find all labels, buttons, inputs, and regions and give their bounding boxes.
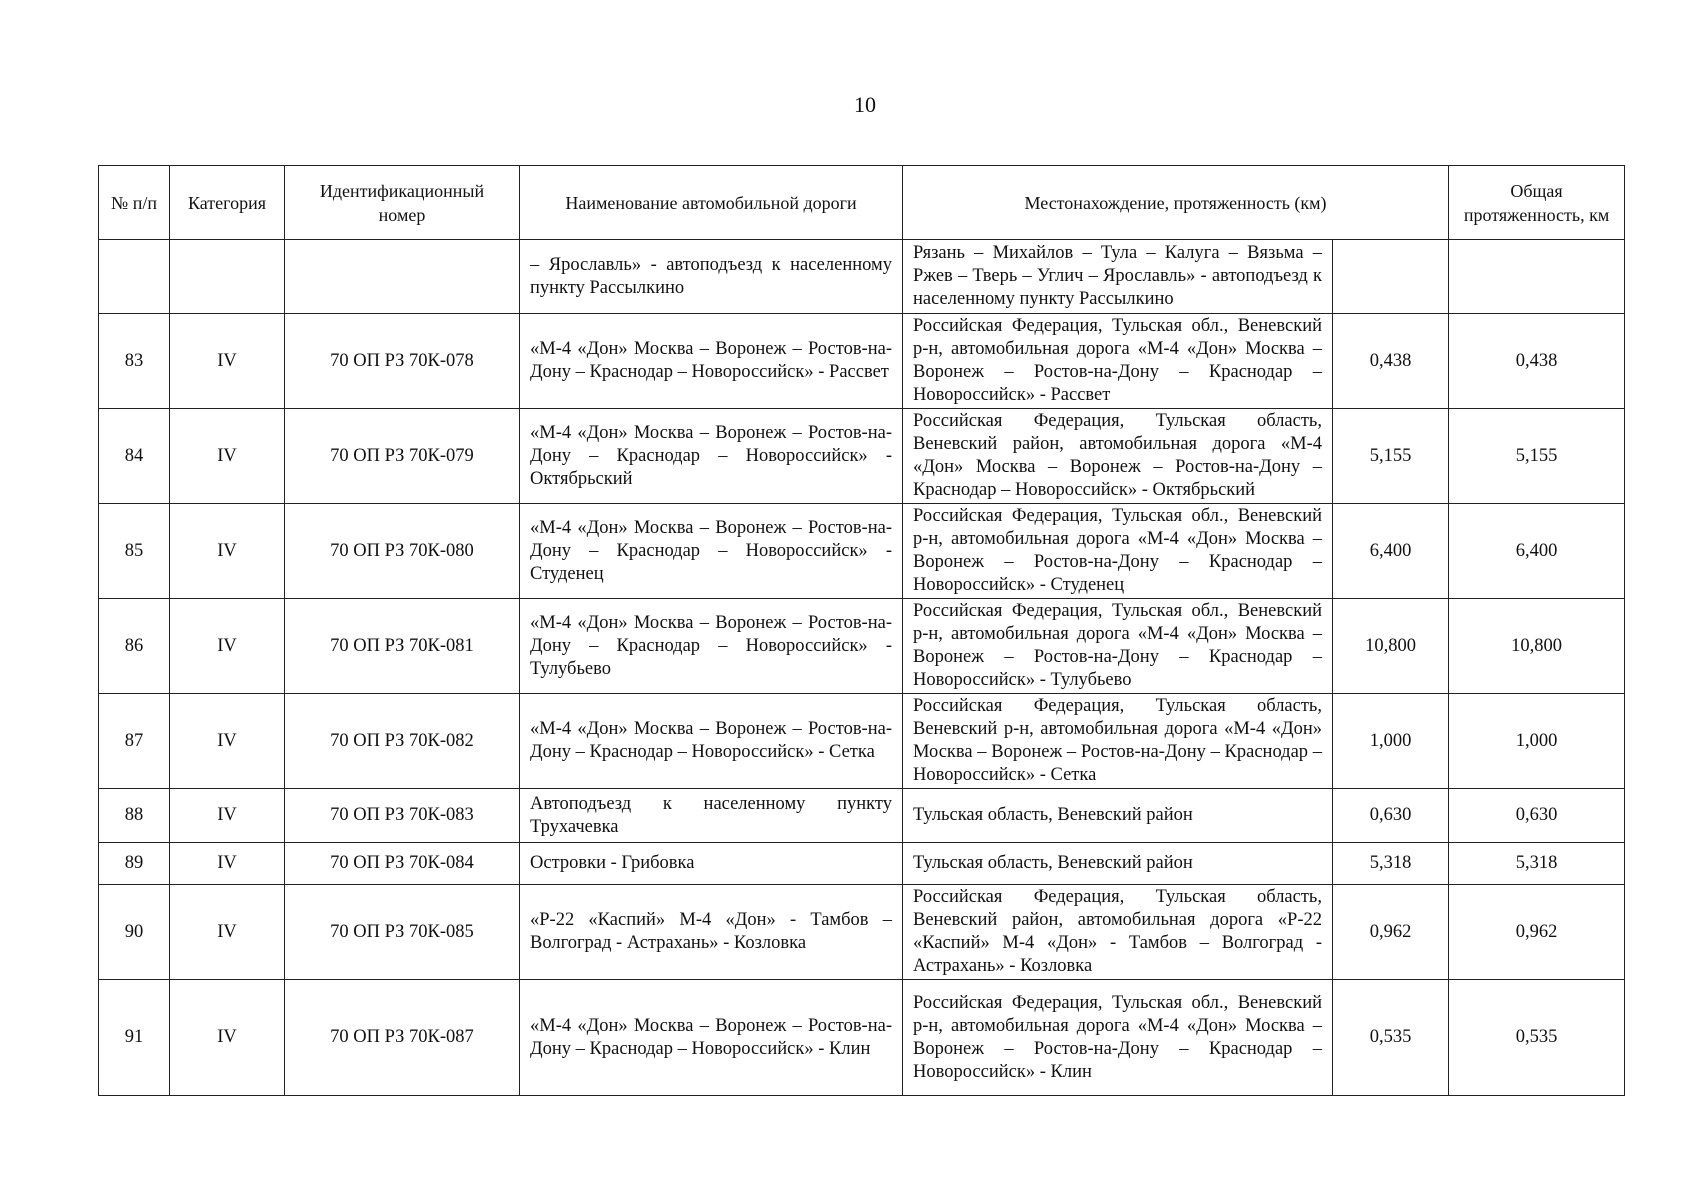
header-row <box>99 166 1625 240</box>
page-number: 10 <box>854 92 876 117</box>
cell-id: 70 ОП РЗ 70К-080 <box>285 504 520 599</box>
cell-total: 1,000 <box>1449 694 1625 789</box>
cell-id: 70 ОП РЗ 70К-079 <box>285 409 520 504</box>
cell-total <box>1449 240 1625 314</box>
cell-num: 85 <box>99 504 170 599</box>
cell-category: IV <box>170 599 285 694</box>
cell-num: 84 <box>99 409 170 504</box>
cell-name: Автоподъезд к населенному пункту Трухачевка <box>520 789 903 843</box>
cell-location: Российская Федерация, Тульская обл., Веневский р-н, автомобильная дорога «М-4 «Дон» Москва – Воронеж – Ростов-на-Дону – Краснодар – Новороссийск» - Рассвет <box>903 314 1333 409</box>
header-category: Категория <box>170 166 285 240</box>
table-row <box>99 789 1625 843</box>
cell-name: «М-4 «Дон» Москва – Воронеж – Ростов-на-Дону – Краснодар – Новороссийск» - Сетка <box>520 694 903 789</box>
table-row <box>99 843 1625 885</box>
table-row <box>99 504 1625 599</box>
cell-id: 70 ОП РЗ 70К-078 <box>285 314 520 409</box>
cell-name: «М-4 «Дон» Москва – Воронеж – Ростов-на-Дону – Краснодар – Новороссийск» - Клин <box>520 980 903 1096</box>
table-row <box>99 599 1625 694</box>
cell-location: Российская Федерация, Тульская обл., Веневский р-н, автомобильная дорога «М-4 «Дон» Москва – Воронеж – Ростов-на-Дону – Краснодар – Новороссийск» - Клин <box>903 980 1333 1096</box>
cell-location: Российская Федерация, Тульская область, Веневский район, автомобильная дорога «М-4 «Дон» Москва – Воронеж – Ростов-на-Дону – Краснодар – Новороссийск» - Октябрьский <box>903 409 1333 504</box>
cell-num: 86 <box>99 599 170 694</box>
cell-length: 1,000 <box>1333 694 1449 789</box>
header-num: № п/п <box>99 166 170 240</box>
cell-length: 5,318 <box>1333 843 1449 885</box>
cell-name: «М-4 «Дон» Москва – Воронеж – Ростов-на-Дону – Краснодар – Новороссийск» - Студенец <box>520 504 903 599</box>
cell-category: IV <box>170 694 285 789</box>
roads-table <box>98 165 1625 1096</box>
cell-location: Тульская область, Веневский район <box>903 843 1333 885</box>
cell-id: 70 ОП РЗ 70К-085 <box>285 885 520 980</box>
cell-length: 6,400 <box>1333 504 1449 599</box>
cell-total: 5,318 <box>1449 843 1625 885</box>
cell-length: 0,535 <box>1333 980 1449 1096</box>
cell-id: 70 ОП РЗ 70К-084 <box>285 843 520 885</box>
cell-num: 87 <box>99 694 170 789</box>
cell-num: 83 <box>99 314 170 409</box>
cell-num: 88 <box>99 789 170 843</box>
cell-total: 6,400 <box>1449 504 1625 599</box>
cell-total: 0,630 <box>1449 789 1625 843</box>
cell-total: 0,962 <box>1449 885 1625 980</box>
cell-length: 0,962 <box>1333 885 1449 980</box>
table-row <box>99 409 1625 504</box>
table-row <box>99 314 1625 409</box>
cell-id: 70 ОП РЗ 70К-081 <box>285 599 520 694</box>
cell-location: Рязань – Михайлов – Тула – Калуга – Вязьма – Ржев – Тверь – Углич – Ярославль» - автоподъезд к населенному пункту Рассылкино <box>903 240 1333 314</box>
cell-num: 89 <box>99 843 170 885</box>
cell-id: 70 ОП РЗ 70К-087 <box>285 980 520 1096</box>
table-row <box>99 980 1625 1096</box>
cell-name: «Р-22 «Каспий» М-4 «Дон» - Тамбов – Волгоград - Астрахань» - Козловка <box>520 885 903 980</box>
cell-location: Российская Федерация, Тульская область, Веневский район, автомобильная дорога «Р-22 «Каспий» М-4 «Дон» - Тамбов – Волгоград - Астрахань» - Козловка <box>903 885 1333 980</box>
cell-total: 10,800 <box>1449 599 1625 694</box>
cell-length: 5,155 <box>1333 409 1449 504</box>
cell-category: IV <box>170 843 285 885</box>
header-id: Идентификационный номер <box>285 166 520 240</box>
cell-location: Тульская область, Веневский район <box>903 789 1333 843</box>
cell-name: «М-4 «Дон» Москва – Воронеж – Ростов-на-Дону – Краснодар – Новороссийск» - Октябрьский <box>520 409 903 504</box>
cell-name: – Ярославль» - автоподъезд к населенному пункту Рассылкино <box>520 240 903 314</box>
cell-length <box>1333 240 1449 314</box>
cell-category <box>170 240 285 314</box>
cell-num: 90 <box>99 885 170 980</box>
cell-length: 10,800 <box>1333 599 1449 694</box>
cell-total: 0,535 <box>1449 980 1625 1096</box>
cell-num <box>99 240 170 314</box>
cell-total: 0,438 <box>1449 314 1625 409</box>
cell-location: Российская Федерация, Тульская обл., Веневский р-н, автомобильная дорога «М-4 «Дон» Москва – Воронеж – Ростов-на-Дону – Краснодар – Новороссийск» - Тулубьево <box>903 599 1333 694</box>
cell-id: 70 ОП РЗ 70К-082 <box>285 694 520 789</box>
continuation-row <box>99 240 1625 314</box>
cell-name: «М-4 «Дон» Москва – Воронеж – Ростов-на-Дону – Краснодар – Новороссийск» - Тулубьево <box>520 599 903 694</box>
cell-location: Российская Федерация, Тульская обл., Веневский р-н, автомобильная дорога «М-4 «Дон» Москва – Воронеж – Ростов-на-Дону – Краснодар – Новороссийск» - Студенец <box>903 504 1333 599</box>
cell-category: IV <box>170 885 285 980</box>
header-name: Наименование автомобильной дороги <box>520 166 903 240</box>
cell-length: 0,630 <box>1333 789 1449 843</box>
cell-category: IV <box>170 314 285 409</box>
cell-category: IV <box>170 789 285 843</box>
cell-category: IV <box>170 980 285 1096</box>
cell-category: IV <box>170 409 285 504</box>
header-total: Общая протяженность, км <box>1449 166 1625 240</box>
cell-name: «М-4 «Дон» Москва – Воронеж – Ростов-на-Дону – Краснодар – Новороссийск» - Рассвет <box>520 314 903 409</box>
cell-location: Российская Федерация, Тульская область, Веневский р-н, автомобильная дорога «М-4 «Дон» Москва – Воронеж – Ростов-на-Дону – Краснодар – Новороссийск» - Сетка <box>903 694 1333 789</box>
cell-num: 91 <box>99 980 170 1096</box>
header-location: Местонахождение, протяженность (км) <box>903 166 1449 240</box>
table-row <box>99 885 1625 980</box>
cell-name: Островки - Грибовка <box>520 843 903 885</box>
cell-id <box>285 240 520 314</box>
table-row <box>99 694 1625 789</box>
cell-length: 0,438 <box>1333 314 1449 409</box>
cell-total: 5,155 <box>1449 409 1625 504</box>
cell-id: 70 ОП РЗ 70К-083 <box>285 789 520 843</box>
cell-category: IV <box>170 504 285 599</box>
